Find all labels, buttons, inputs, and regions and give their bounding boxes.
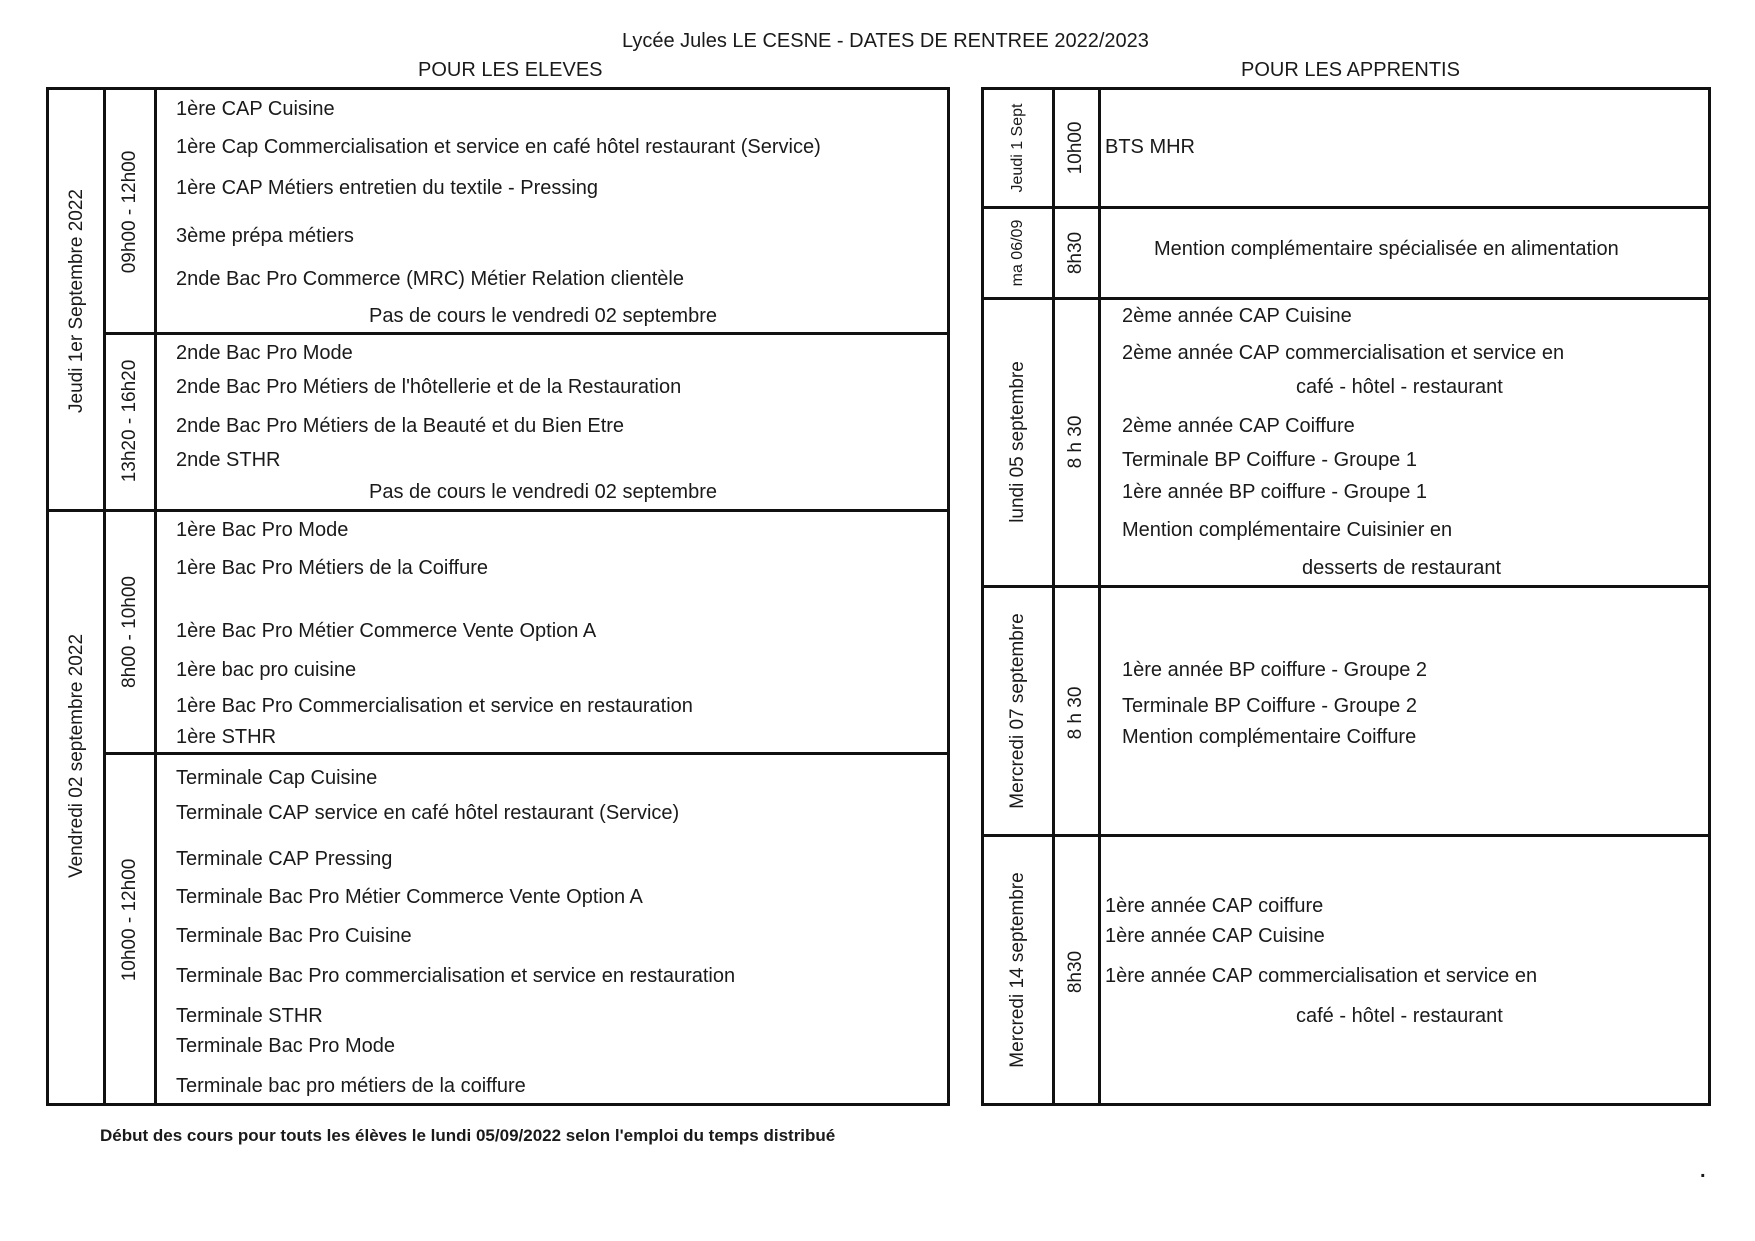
appr-day-label: Jeudi 1 Sept [1009, 103, 1026, 193]
appr-time: 10h00 [1065, 121, 1086, 175]
list-item: Terminale bac pro métiers de la coiffure [176, 1075, 526, 1097]
list-item: 1ère CAP Métiers entretien du textile - Pressing [176, 177, 599, 199]
list-item: Mention complémentaire Coiffure [1122, 726, 1417, 748]
appr-time: 8 h 30 [1065, 415, 1086, 469]
list-item: 1ère année CAP commercialisation et service en [1105, 965, 1538, 987]
apprentis-header: POUR LES APPRENTIS [1241, 59, 1460, 81]
list-item: café - hôtel - restaurant [1296, 376, 1503, 398]
list-item: 2nde Bac Pro Métiers de la Beauté et du Bien Etre [176, 415, 625, 437]
appr-day-label: lundi 05 septembre [1007, 361, 1028, 523]
list-item: Terminale Bac Pro commercialisation et service en restauration [176, 965, 736, 987]
slot2-note: Pas de cours le vendredi 02 septembre [369, 481, 717, 503]
list-item: 2nde STHR [176, 449, 281, 471]
day1-cell [46, 87, 106, 512]
list-item: 2ème année CAP commercialisation et service en [1122, 342, 1565, 364]
appr-time: 8h30 [1065, 950, 1086, 994]
appr-time-cell [1052, 206, 1101, 300]
list-item: Terminale Bac Pro Cuisine [176, 925, 412, 947]
appr-time-cell [1052, 585, 1101, 837]
list-item: 3ème prépa métiers [176, 225, 354, 247]
slot2-time: 13h20 - 16h20 [119, 359, 140, 483]
list-item: 1ère année CAP Cuisine [1105, 925, 1325, 947]
appr-day-label: Mercredi 14 septembre [1007, 872, 1028, 1068]
slot2-time-cell [103, 332, 157, 512]
list-item: 1ère année CAP coiffure [1105, 895, 1324, 917]
list-item: café - hôtel - restaurant [1296, 1005, 1503, 1027]
list-item: 2nde Bac Pro Commerce (MRC) Métier Relation clientèle [176, 268, 684, 290]
list-item: 1ère Bac Pro Mode [176, 519, 349, 541]
list-item: Terminale Cap Cuisine [176, 767, 378, 789]
list-item: Terminale STHR [176, 1005, 323, 1027]
list-item: 1ère année BP coiffure - Groupe 1 [1122, 481, 1428, 503]
list-item: 1ère bac pro cuisine [176, 659, 357, 681]
slot4-time: 10h00 - 12h00 [119, 858, 140, 982]
slot3-time-cell [103, 509, 157, 755]
appr-content [1098, 297, 1711, 588]
list-item: Mention complémentaire Cuisinier en [1122, 519, 1453, 541]
list-item: Mention complémentaire spécialisée en alimentation [1154, 238, 1619, 260]
list-item: Terminale BP Coiffure - Groupe 2 [1122, 695, 1417, 717]
appr-time: 8h30 [1065, 231, 1086, 275]
appr-day-cell [981, 834, 1055, 1106]
eleves-header: POUR LES ELEVES [418, 59, 603, 81]
slot1-note: Pas de cours le vendredi 02 septembre [369, 305, 717, 327]
day1-label: Jeudi 1er Septembre 2022 [66, 189, 87, 413]
list-item: Terminale CAP Pressing [176, 848, 393, 870]
list-item: 2ème année CAP Cuisine [1122, 305, 1352, 327]
slot1-time: 09h00 - 12h00 [119, 150, 140, 274]
appr-day-cell [981, 87, 1055, 209]
list-item: 1ère CAP Cuisine [176, 98, 335, 120]
list-item: 1ère Bac Pro Métier Commerce Vente Option A [176, 620, 597, 642]
day2-label: Vendredi 02 septembre 2022 [66, 633, 87, 879]
page-title: Lycée Jules LE CESNE - DATES DE RENTREE 2022/2023 [622, 30, 1149, 52]
appr-day-cell [981, 297, 1055, 588]
slot1-time-cell [103, 87, 157, 335]
list-item: 1ère Bac Pro Métiers de la Coiffure [176, 557, 489, 579]
list-item: Terminale BP Coiffure - Groupe 1 [1122, 449, 1417, 471]
list-item: Terminale CAP service en café hôtel restaurant (Service) [176, 802, 680, 824]
slot4-time-cell [103, 752, 157, 1106]
list-item: 2nde Bac Pro Métiers de l'hôtellerie et de la Restauration [176, 376, 682, 398]
appr-day-label: ma 06/09 [1009, 219, 1026, 287]
appr-time-cell [1052, 297, 1101, 588]
list-item: 1ère Bac Pro Commercialisation et service en restauration [176, 695, 693, 717]
list-item: Terminale Bac Pro Métier Commerce Vente Option A [176, 886, 643, 908]
list-item: 2ème année CAP Coiffure [1122, 415, 1355, 437]
appr-day-label: Mercredi 07 septembre [1007, 613, 1028, 809]
appr-time: 8 h 30 [1065, 686, 1086, 740]
slot3-time: 8h00 - 10h00 [119, 576, 140, 688]
slot1-content [154, 87, 950, 335]
appr-day-cell [981, 585, 1055, 837]
appr-time-cell [1052, 87, 1101, 209]
corner-mark: . [1700, 1160, 1706, 1182]
list-item: 2nde Bac Pro Mode [176, 342, 353, 364]
list-item: desserts de restaurant [1302, 557, 1501, 579]
list-item: 1ère STHR [176, 726, 277, 748]
appr-day-cell [981, 206, 1055, 300]
list-item: BTS MHR [1105, 136, 1195, 158]
appr-time-cell [1052, 834, 1101, 1106]
list-item: 1ère année BP coiffure - Groupe 2 [1122, 659, 1428, 681]
list-item: Terminale Bac Pro Mode [176, 1035, 395, 1057]
list-item: 1ère Cap Commercialisation et service en café hôtel restaurant (Service) [176, 136, 821, 158]
footer-note: Début des cours pour touts les élèves le lundi 05/09/2022 selon l'emploi du temps distribué [100, 1126, 836, 1145]
day2-cell [46, 509, 106, 1106]
